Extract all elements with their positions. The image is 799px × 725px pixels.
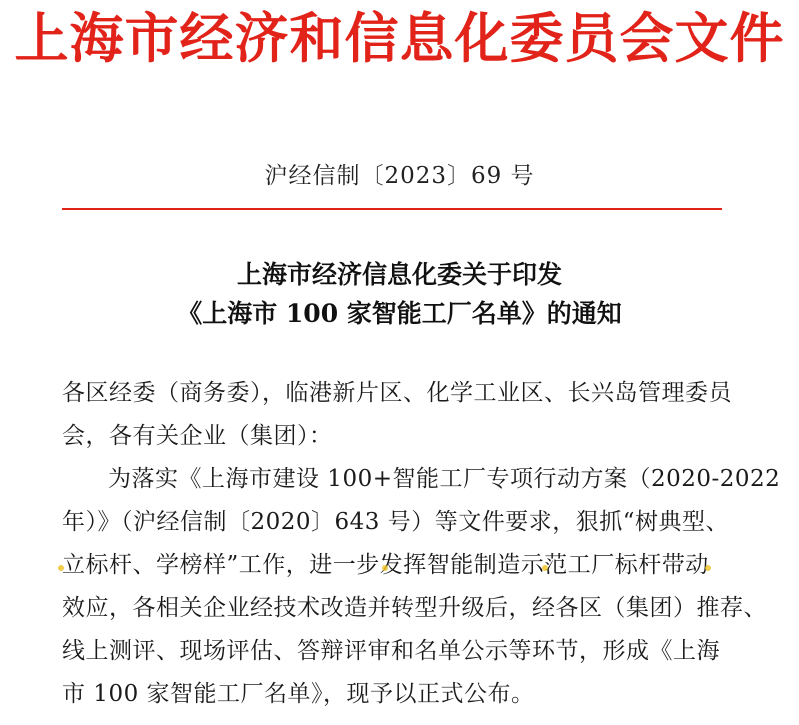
highlight-dot <box>542 565 548 571</box>
body-line: 效应，各相关企业经技术改造并转型升级后，经各区（集团）推荐、 <box>62 595 767 621</box>
notice-body <box>62 372 781 716</box>
body-line: 各区经委（商务委），临港新片区、化学工业区、长兴岛管理委员 <box>62 380 732 406</box>
highlight-dot <box>382 565 388 571</box>
body-line: 会，各有关企业（集团）： <box>62 423 333 449</box>
document-number: 沪经信制〔2023〕69 号 <box>264 163 535 189</box>
red-divider <box>62 208 722 210</box>
title-line-2: 《上海市 100 家智能工厂名单》的通知 <box>177 299 622 328</box>
notice-title <box>0 255 799 333</box>
body-line: 线上测评、现场评估、答辩评审和名单公示等环节，形成《上海 <box>62 638 720 664</box>
issuer-header: 上海市经济和信息化委员会文件 <box>14 6 785 70</box>
highlight-dot <box>705 565 711 571</box>
title-line-1: 上海市经济信息化委关于印发 <box>236 260 562 289</box>
body-line <box>62 544 722 587</box>
body-line: 为落实《上海市建设 100+智能工厂专项行动方案（2020-2022 <box>108 466 781 492</box>
highlight-dot <box>58 565 64 571</box>
body-line: 市 100 家智能工厂名单》，现予以正式公布。 <box>62 681 535 707</box>
body-line: 年）》（沪经信制〔2020〕643 号）等文件要求，狠抓“树典型、 <box>62 509 730 535</box>
